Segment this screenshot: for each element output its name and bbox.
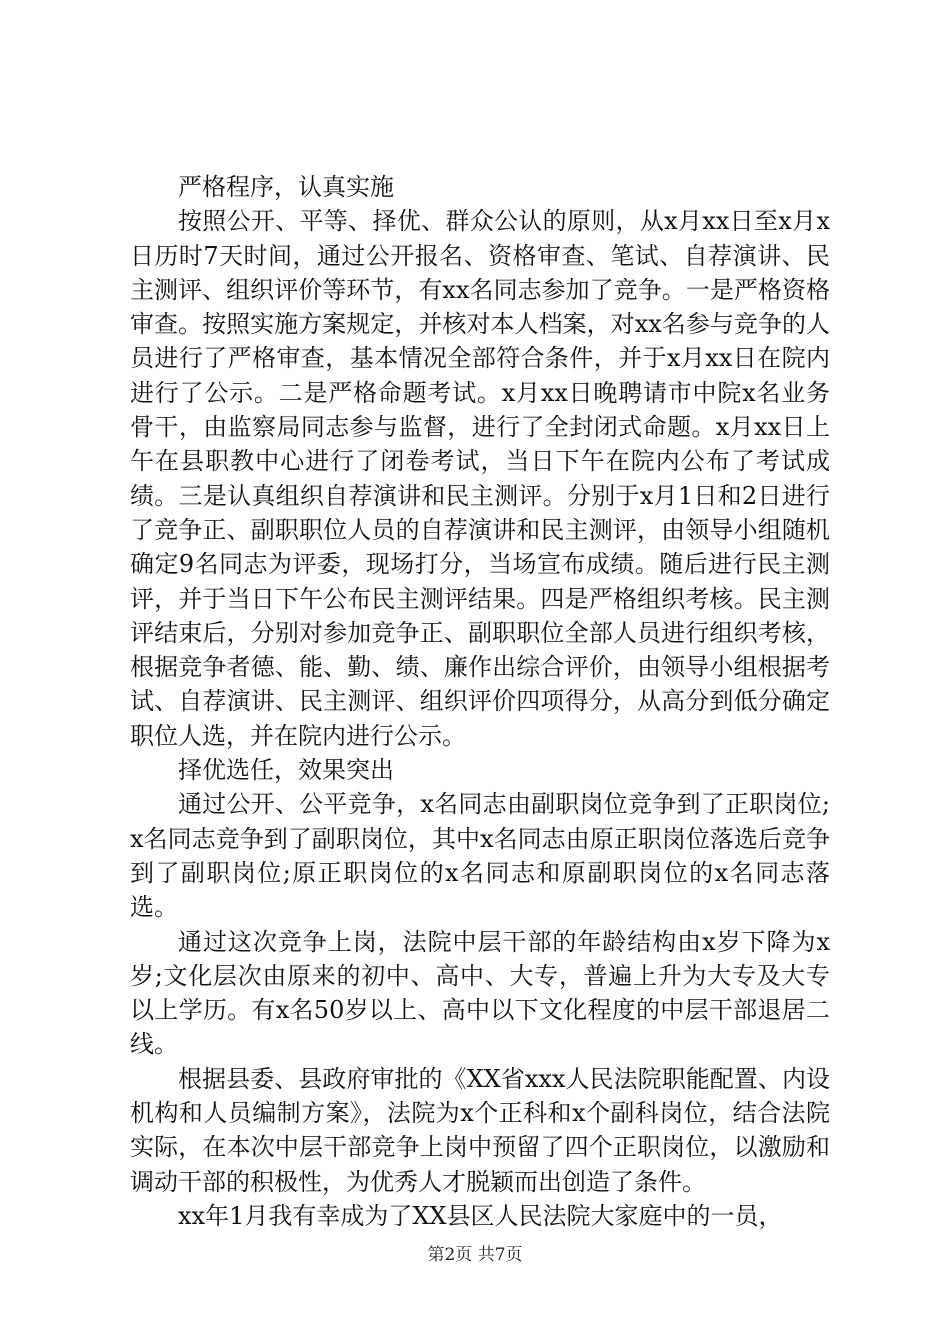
body-paragraph: 通过这次竞争上岗，法院中层干部的年龄结构由x岁下降为x岁;文化层次由原来的初中、高中、大专，普遍上升为大专及大专以上学历。有x名50岁以上、高中以下文化程度的中层干部退居二线。 [130,927,830,1059]
body-paragraph: 通过公开、公平竞争，x名同志由副职岗位竞争到了正职岗位;x名同志竞争到了副职岗位，其中x名同志由原正职岗位落选后竞争到了副职岗位;原正职岗位的x名同志和原副职岗位的x名同志落选。 [130,790,830,922]
body-paragraph: xx年1月我有幸成为了XX县区人民法院大家庭中的一员， [178,1201,783,1230]
section-heading: 严格程序，认真实施 [178,173,394,201]
body-paragraph: 按照公开、平等、择优、群众公认的原则，从x月xx日至x月x日历时7天时间，通过公开报名、资格审查、笔试、自荐演讲、民主测评、组织评价等环节，有xx名同志参加了竞争。一是严格资格审查。按照实施方案规定，并核对本人档案，对xx名参与竞争的人员进行了严格审查，基本情况全部符合条件，并于x月xx日在院内进行了公示。二是严格命题考试。x月xx日晚聘请市中院x名业务骨干，由监察局同志参与监督，进行了全封闭式命题。x月xx日上午在县职教中心进行了闭卷考试，当日下午在院内公布了考试成绩。三是认真组织自荐演讲和民主测评。分别于x月1日和2日进行了竞争正、副职职位人员的自荐演讲和民主测评，由领导小组随机确定9名同志为评委，现场打分，当场宣布成绩。随后进行民主测评，并于当日下午公布民主测评结果。四是严格组织考核。民主测评结束后，分别对参加竞争正、副职职位全部人员进行组织考核，根据竞争者德、能、勤、绩、廉作出综合评价，由领导小组根据考试、自荐演讲、民主测评、组织评价四项得分，从高分到低分确定职位人选，并在院内进行公示。 [130,207,830,750]
body-paragraph: 根据县委、县政府审批的《XX省xxx人民法院职能配置、内设机构和人员编制方案》，法院为x个正科和x个副科岗位，结合法院实际，在本次中层干部竞争上岗中预留了四个正职岗位，以激励和调动干部的积极性，为优秀人才脱颖而出创造了条件。 [130,1064,830,1196]
section-heading: 择优选任，效果突出 [178,756,394,785]
page-number-footer: 第2页 共7页 [427,1245,523,1265]
document-body [130,170,830,1233]
